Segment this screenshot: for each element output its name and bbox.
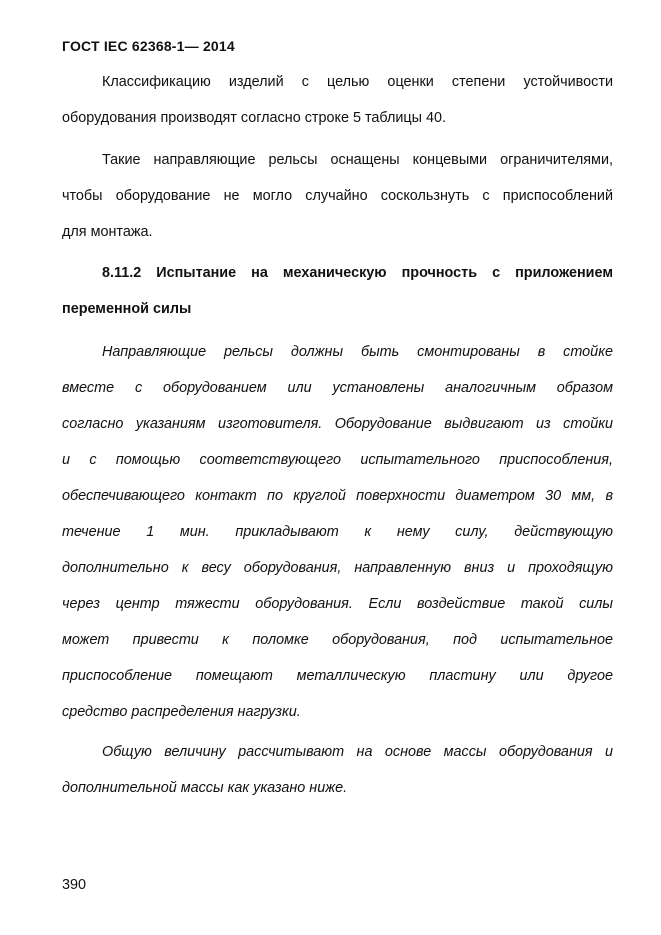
text-line: согласно указаниям изготовителя. Оборудование выдвигают из стойки: [62, 416, 613, 432]
heading-line: 8.11.2 Испытание на механическую прочность с приложением: [102, 265, 613, 281]
text-line: Классификацию изделий с целью оценки степени устойчивости: [102, 74, 613, 90]
text-line: Общую величину рассчитывают на основе массы оборудования и: [102, 744, 613, 760]
text-line: дополнительной массы как указано ниже.: [62, 780, 348, 796]
text-line: Такие направляющие рельсы оснащены концевыми ограничителями,: [102, 152, 613, 168]
page-number: 390: [62, 877, 87, 893]
text-line: вместе с оборудованием или установлены аналогичным образом: [62, 380, 613, 396]
text-line: Направляющие рельсы должны быть смонтированы в стойке: [102, 344, 613, 360]
text-line: чтобы оборудование не могло случайно соскользнуть с приспособлений: [62, 188, 613, 204]
paragraph-test-procedure: [62, 334, 613, 730]
text-line: течение 1 мин. прикладывают к нему силу, действующую: [62, 524, 613, 540]
section-heading: [62, 255, 613, 327]
text-line: приспособление помещают металлическую пластину или другое: [62, 668, 613, 684]
text-line: дополнительно к весу оборудования, направленную вниз и проходящую: [62, 560, 613, 576]
paragraph-classification: [62, 64, 613, 136]
text-line: средство распределения нагрузки.: [62, 704, 301, 720]
text-line: оборудования производят согласно строке 5 таблицы 40.: [62, 110, 446, 126]
text-line: через центр тяжести оборудования. Если воздействие такой силы: [62, 596, 613, 612]
text-line: обеспечивающего контакт по круглой поверхности диаметром 30 мм, в: [62, 488, 613, 504]
paragraph-rails: [62, 142, 613, 250]
heading-line: переменной силы: [62, 301, 192, 317]
document-header: ГОСТ IEC 62368-1— 2014: [62, 38, 235, 54]
text-line: может привести к поломке оборудования, под испытательное: [62, 632, 613, 648]
text-line: для монтажа.: [62, 224, 153, 240]
text-line: и с помощью соответствующего испытательного приспособления,: [62, 452, 613, 468]
paragraph-total-value: [62, 734, 613, 806]
